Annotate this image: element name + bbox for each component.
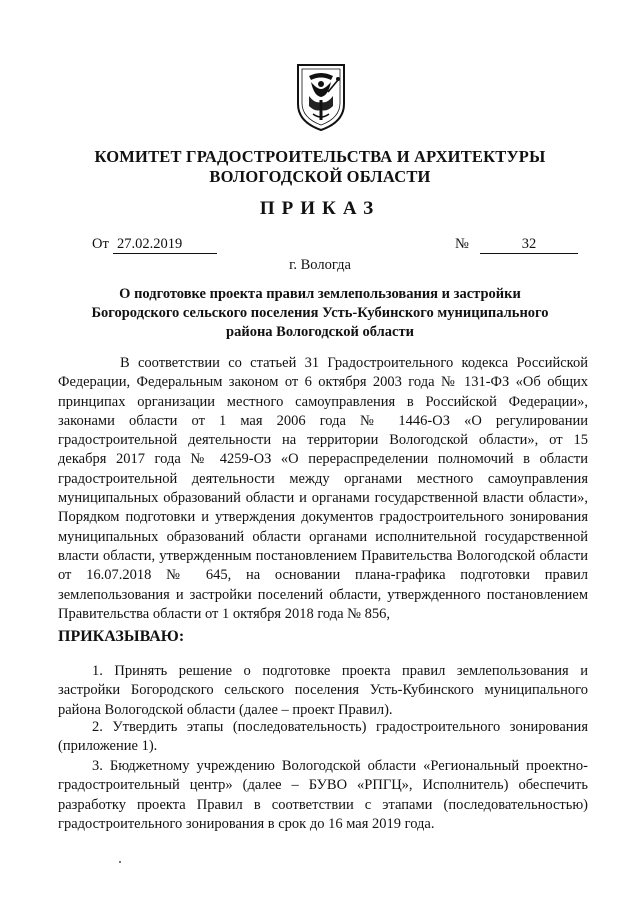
document-date: 27.02.2019 bbox=[113, 236, 217, 254]
document-number: 32 bbox=[480, 236, 578, 254]
organization-name-line-1: КОМИТЕТ ГРАДОСТРОИТЕЛЬСТВА И АРХИТЕКТУРЫ bbox=[94, 147, 546, 166]
preamble-paragraph: В соответствии со статьей 31 Градостроительного кодекса Российской Федерации, Федеральным законом от 6 октября 2003 года № 131-ФЗ «Об общих принципах организации местного самоуправления в Российской Федерации», законами области от 1 мая 2006 года № 1446-ОЗ «О регулировании градостроительной деятельности на территории Вологодской области», от 15 декабря 2017 года № 4259-ОЗ «О перераспределении полномочий в области градостроительной деятельности между органами местного самоуправления муниципальных образований области и органами государственной власти области», Порядком подготовки и утверждения документов градостроительного зонирования муниципальных образований области органами исполнительной государственной власти области, утвержденным постановлением Правительства Вологодской области от 16.07.2018 № 645, на основании плана-графика подготовки правил землепользования и застройки поселений области, утвержденного постановлением Правительства области от 1 октября 2018 года № 856, bbox=[58, 355, 588, 622]
city: г. Вологда bbox=[289, 257, 351, 273]
coat-of-arms-emblem bbox=[295, 62, 347, 132]
document-title-line-2: Богородского сельского поселения Усть-Кубинского муниципального bbox=[91, 305, 549, 321]
date-label: От bbox=[92, 236, 109, 252]
order-item-1: 1. Принять решение о подготовке проекта правил землепользования и застройки Богородского сельского поселения Усть-Кубинского муниципального района Вологодской области (далее – проект Правил). bbox=[58, 663, 588, 718]
document-title-line-1: О подготовке проекта правил землепользования и застройки bbox=[119, 286, 521, 302]
organization-name-line-2: ВОЛОГОДСКОЙ ОБЛАСТИ bbox=[209, 167, 431, 186]
scan-speck bbox=[119, 861, 121, 863]
order-item-3: 3. Бюджетному учреждению Вологодской области «Региональный проектно-градостроительный центр» (далее – БУВО «РПГЦ», Исполнитель) обеспечить разработку проекта Правил в соответствии с этапами (последовательностью) градостроительного зонирования в срок до 16 мая 2019 года. bbox=[58, 758, 588, 832]
order-heading: ПРИКАЗЫВАЮ: bbox=[58, 628, 185, 645]
document-title-line-3: района Вологодской области bbox=[226, 324, 414, 340]
number-label: № bbox=[455, 236, 469, 252]
document-type: ПРИКАЗ bbox=[259, 198, 381, 219]
order-item-2: 2. Утвердить этапы (последовательность) градостроительного зонирования (приложение 1). bbox=[58, 719, 588, 755]
